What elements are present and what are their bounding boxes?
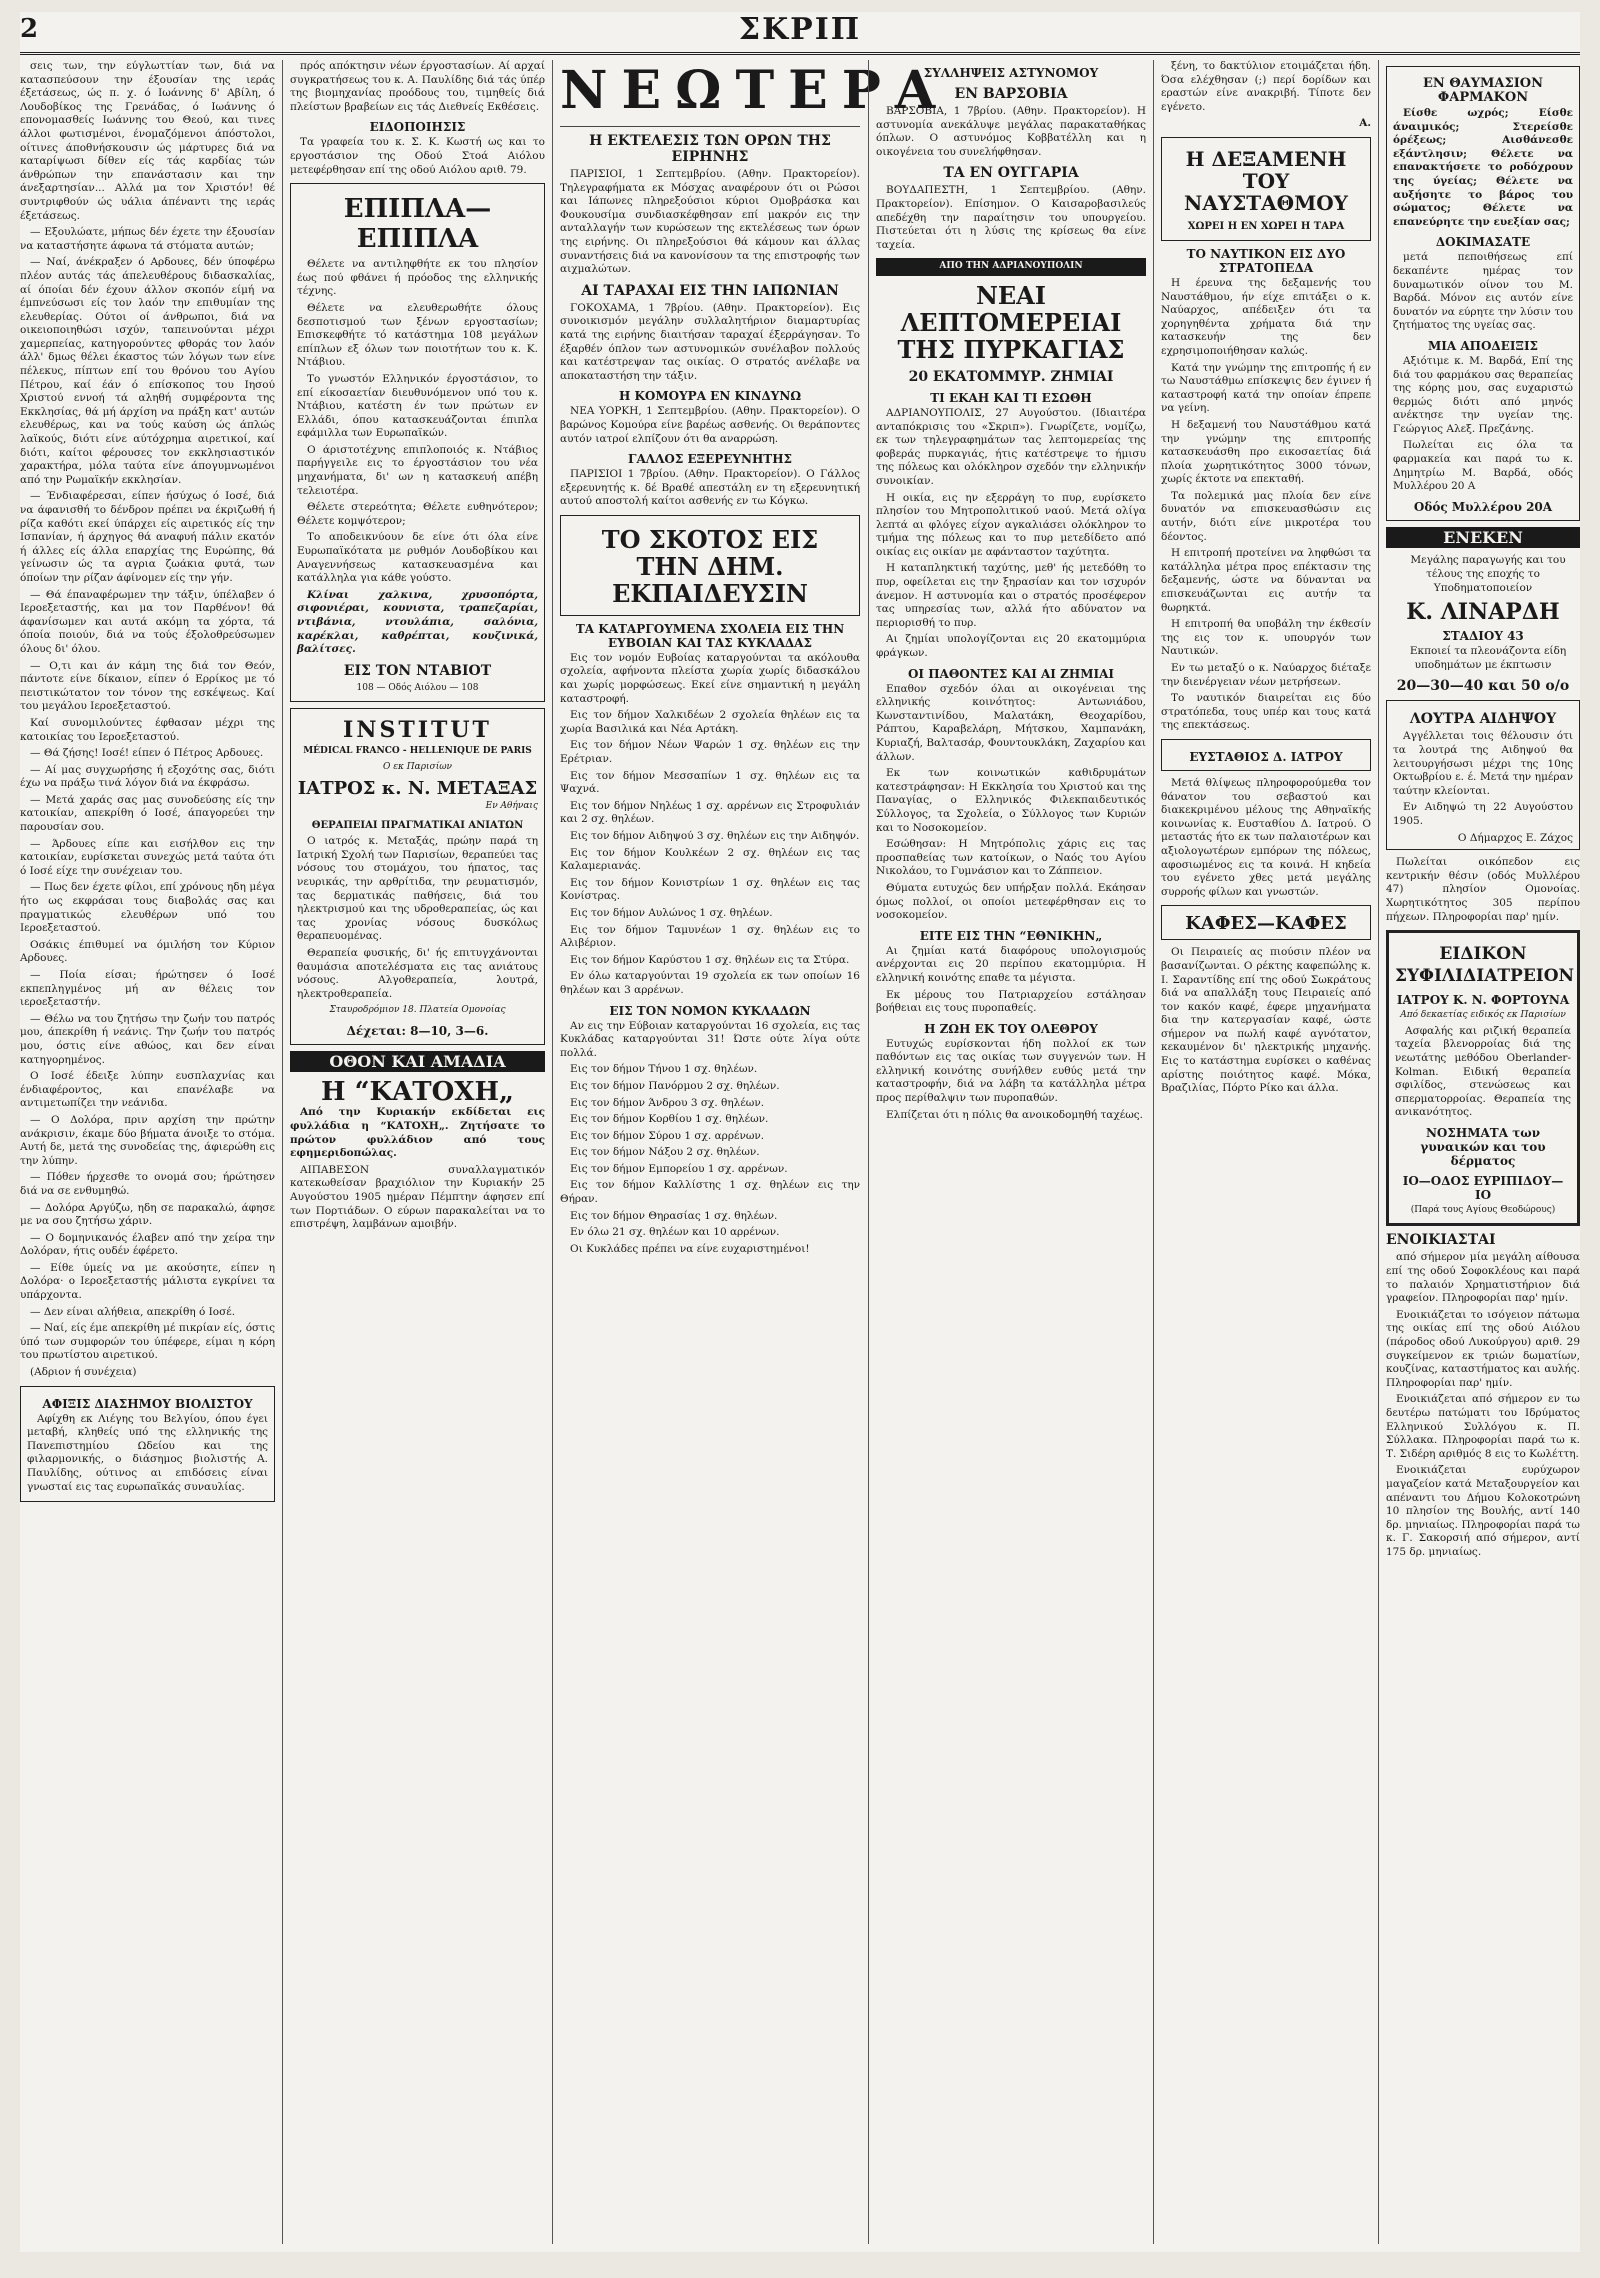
notice-text: Τα γραφεία του κ. Σ. Κ. Κωστή ως και το εργοστάσιον της Οδού Στοά Αιόλου μετεφέρθησαν επί της οδού Αιόλου αριθ. 79. — [290, 136, 545, 176]
obituary-text: Μετά θλίψεως πληροφορούμεθα τον θάνατον του σεβαστού και διακεκριμένου μέλους της Αθηναϊκής κοινωνίας κ. Ευσταθίου Δ. Ιατρού. Ο μεταστάς ήτο εκ των παλαιοτέρων και αξιολογωτέρων εμπόρων της πόλεως, αφοσιωμένος εις τα κοινά. Η κηδεία του εγένετο χθες μετά μεγάλης συρροής φίλων και γνωστών. — [1161, 776, 1371, 898]
masthead — [20, 12, 1580, 55]
navy-paragraph: Τα πολεμικά μας πλοία δεν είνε δυνατόν να επισκευασθώσιν εις αυτήν, διότι είνε μικροτέρα του δέοντος. — [1161, 489, 1371, 543]
institut-sub: MÉDICAL FRANCO - HELLENIQUE DE PARIS — [303, 746, 532, 757]
school-list-item: Εις τον δήμον Κουλκέων 2 σχ. θηλέων εις τας Καλαμεριανάς. — [560, 846, 860, 873]
story-paragraph: — Άρδουες είπε και εισήλθον εις την κατοικίαν, ευρίσκεται συνεχώς μετά ταύτα ότι ό Ιοσέ είχε την συνέχειαν του. — [20, 837, 275, 877]
classifieds — [1386, 1309, 1580, 1560]
furniture-shop: 108 — Οδός Αιόλου — 108 — [356, 682, 479, 693]
linardi-text: Εκποιεί τα πλεονάζοντα είδη υποδημάτων με έκπτωσιν — [1409, 645, 1567, 671]
separator — [560, 126, 860, 127]
story-paragraph: — Αί μας συγχωρήσης ή εξοχότης σας, διότι έχω να πράξω τινά λόγον διά να έκφράσω. — [20, 763, 275, 790]
rent-text: από σήμερον μία μεγάλη αίθουσα επί της οδού Σοφοκλέους και παρά το παλαιόν Χρηματιστήριον διά γραφείον. Πληροφορίαι παρ' ημίν. — [1386, 1251, 1580, 1305]
linardi-name: Κ. ΛΙΝΑΡΔΗ — [1406, 599, 1560, 626]
fire-paras — [876, 407, 1146, 661]
katoxi-text: Από την Κυριακήν εκδίδεται εις φυλλάδια η “ΚΑΤΟΧΗ„. Ζητήσατε το πρώτον φυλλάδιον από τους εφημεριδοπώλας. — [290, 1106, 545, 1160]
doctor-city: Εν Αθήναις — [485, 800, 538, 811]
story-paragraph: — Ναί, άνέκραξεν ό Αρδουες, δέν ύποφέρω πλέον αυτάς τάς άπελευθέρους διδασκαλίας, αί όποίαι δέν έχουν άλλον σκοπόν είμή να έμπνεύσωσι είς τον λαόν την επιθυμίαν της ελευθερίας. Ούτοι οί άνθρωποι, διά να οικειοποιηθώσι ισχύν, ταπεινούνται μέχρι χαμερπείας, κατηγορούντες φθοράς τον λαόν άλλ' δμως θέλει έκαστος τών λόγων των είνε πέλεκυς, πίπτων επί του θρόνου του Αγίου Πέτρου, καί έάν ό επίσκοπος του Ιησού Χριστού εννοή τά αληθή συμφέροντα της Εκκλησίας, θά μή άρχίση να πράξη κατ' αυτών ελευθέρως, και να τούς καύση ώς άπλώς λαϊκούς, διότι είνε αύτόχρημα αιρετικοί, καί διότι, καίτοι φέρουσες τον εκκλησιαστικόν χαρακτήρα, μόλα ταύτα είνε άπογυμνωμένοι από την Ρωμαϊκήν εκκλησίαν. — [20, 256, 275, 486]
story-paragraph: Οσάκις έπιθυμεί να όμιλήση τον Κύριον Αρδουες. — [20, 938, 275, 965]
column-6 — [1386, 60, 1580, 2244]
column-2 — [290, 60, 545, 2244]
life-paragraph: Ελπίζεται ότι η πόλις θα ανοικοδομηθή ταχέως. — [886, 1108, 1143, 1121]
furniture-paragraph: Το γνωστόν Ελληνικόν έργοστάσιον, το επί είκοσαετίαν διευθυνόμενον υπό του κ. Ντάβιου, κατέστη έν των πρώτων εν Ελλάδι, όπου κατασκευάζονται έπιπλα εφάμιλλα των Ευρωπαϊκών. — [297, 372, 538, 440]
furniture-paragraph: Το αποδεικνύουν δε είνε ότι όλα είνε Ευρωπαϊκότατα με ρυθμόν Λουδοβίκου και Αναγεννήσεως κατασκευασμένα και κατάλληλα για κάθε γούστο. — [297, 531, 538, 585]
schools-sub: ΤΑ ΚΑΤΑΡΓΟΥΜΕΝΑ ΣΧΟΛΕΙΑ ΕΙΣ ΤΗΝ ΕΥΒΟΙΑΝ ΚΑΙ ΤΑΣ ΚΥΚΛΑΔΑΣ — [575, 621, 845, 650]
navy-sub: ΧΩΡΕΙ Η ΕΝ ΧΩΡΕΙ Η ΤΑΡΑ — [1187, 220, 1345, 232]
school-list-item: Εις τον δήμον Εμπορείου 1 σχ. αρρένων. — [570, 1162, 788, 1175]
navy-paragraph: Η δεξαμενή του Ναυστάθμου κατά την γνώμην της επιτροπής κατασκευάσθη προ εικοσαετίας διά πλοία χωρητικότητος 3000 τόνων, χωρίς έκτοτε να επεκταθή. — [1161, 418, 1371, 486]
katoxi-title: Η “ΚΑΤΟΧΗ„ — [320, 1077, 515, 1108]
warsaw-text: ΒΑΡΣΟΒΙΑ, 1 7βρίου. (Αθην. Πρακτορείον). Η αστυνομία ανεκάλυψε μεγάλας παρακαταθήκας όπλων. Ο αστυνόμος Κοββατέλλη και η οικογένεια του συνελήφθησαν. — [876, 105, 1146, 158]
hours: Δέχεται: 8—10, 3—6. — [346, 1023, 489, 1038]
school-list-item: Εις τον δήμον Νέων Ψαρών 1 σχ. θηλέων εις την Ερέτριαν. — [560, 739, 860, 766]
story-paragraph: — Ο,τι και άν κάμη της διά τον Θεόν, πάντοτε είνε δίκαιον, είπεν ό Ερρίκος με τό πειστικώτατον τον τόνον της εσκέψεως. Καί του μεγάλου Ιεροεξεταστού. — [20, 659, 275, 713]
pharm-text: Είσθε ωχρός; Είσθε άναιμικός; Στερείσθε όρέξεως; Αισθάνεσθε εξάντλησιν; Θέλετε να επανακτήσετε το ροδόχρουν της ύγείας; Θέλετε να αυξήσητε το βάρος του σώματος; Θέλετε να επανεύρητε την ευεξίαν σας; — [1393, 107, 1573, 228]
japan-title: ΑΙ ΤΑΡΑΧΑΙ ΕΙΣ ΤΗΝ ΙΑΠΩΝΙΑΝ — [581, 282, 839, 299]
obituary-name: ΕΥΣΤΑΘΙΟΣ Δ. ΙΑΤΡΟΥ — [1189, 749, 1343, 764]
navy-header — [1161, 137, 1371, 241]
story-paragraph: — Ένδιαφέρεσαι, είπεν ήσύχως ό Ιοσέ, διά να άφανισθή το δένδρον πρέπει να έκριζωθή ή ρίζα καθότι εκεί ύπάρχει είς αιρετικός είς την Ισπανίαν, ή άρχηγος θά αναφυή πάλιν εκατόν ή άλλες είς άλλα επαρχίας της Ευρώπης, θά γείνωσιν ώς τα αγρια ζωάκια φυτά, των όποίων την ρίζαν άφίνομεν είς την γήν. — [20, 490, 275, 584]
clinic-title: ΕΙΔΙΚΟΝ ΣΥΦΙΛΙΔΙΑΤΡΕΙΟΝ — [1395, 944, 1575, 987]
furniture-title: ΕΠΙΠΛΑ—ΕΠΙΠΛΑ — [343, 194, 492, 255]
furniture-paragraph: Θέλετε στερεότητα; Θέλετε ευθηνότερον; Θέλετε κομψότερον; — [297, 501, 538, 527]
linardi-pre: Μεγάλης παραγωγής και του τέλους της εποχής το Υποδηματοποιείον — [1410, 554, 1566, 594]
navy-title: Η ΔΕΞΑΜΕΝΗ ΤΟΥ ΝΑΥΣΤΑΘΜΟΥ — [1184, 146, 1348, 215]
story-paragraph: — Πως δεν έχετε φίλοι, επί χρόνους ηδη μέγα ήτο ως εκφράσαι τους διαβολάς σας και πραγματικώς ελευθέρων υπό του Ιεροεξεταστού. — [20, 881, 275, 935]
victims-paragraph: Εκ των κοινωτικών καθιδρυμάτων κατεστράφησαν: Η Εκκλησία του Χριστού και της Παναγίας, ο Ελληνικός Φιλεκπαιδευτικός Σύλλογος, τα Σχολεία, ο Σύλλογος των Κυριών και το Νοσοκομείον. — [876, 767, 1146, 834]
school-list-item: Εις τον δήμον Μεσσαπίων 1 σχ. θηλέων εις τα Ψαχνά. — [560, 769, 860, 796]
navy-sub2: ΤΟ ΝΑΥΤΙΚΟΝ ΕΙΣ ΔΥΟ ΣΤΡΑΤΟΠΕΔΑ — [1186, 246, 1346, 275]
col2-intro: πρός απόκτησιν νέων έργοστασίων. Αί αρχαί συγκρατήσεως του κ. Α. Παυλίδης διά τάς ύπέρ της βιομηχανίας προόδους του, τιμηθείς διά πλείστων βραβείων εις τάς Διεθνείς Εκθέσεις. — [290, 60, 545, 113]
classified-ad: Ενοικιάζεται ευρύχωρον μαγαζείον κατά Μεταξουργείον και απέναντι του Δήμου Κολοκοτρώνη 10 πλησίον της Βουλής, αντί 140 δρ. μηνιαίως. Πληροφορίαι παρά τω κ. Γ. Σακορσιή από σήμερον, αντί 175 δρ. μηνιαίως. — [1386, 1464, 1580, 1558]
doctor-name: ΙΑΤΡΟΣ κ. Ν. ΜΕΤΑΞΑΣ — [297, 777, 538, 799]
furniture-paragraph: Θέλετε να αντιληφθήτε εκ του πλησίον έως πού φθάνει ή πρόοδος της ελληνικής τέχνης. — [297, 258, 538, 298]
violinist-ad-title: ΑΦΙΞΙΣ ΔΙΑΣΗΜΟΥ ΒΙΟΛΙΣΤΟΥ — [42, 1396, 253, 1411]
clinic-text: Ασφαλής και ριζική θεραπεία ταχεία βλενορροίας διά της νεωτάτης μεθόδου Oberlander-Kolman. Ειδική θεραπεία σφιλίδος, στενώσεως και σπερματορροίας. Θεραπεία της ανικανότητος. — [1395, 1024, 1571, 1119]
school-list-item: Εις τον δήμον Ταμυνέων 1 σχ. θηλέων εις το Αλιβέριον. — [560, 923, 860, 950]
column-rule — [868, 60, 869, 2244]
school-list-item: Εις τον δήμον Καρύστου 1 σχ. θηλέων εις τα Στύρα. — [570, 953, 850, 966]
victims-paragraph: Επαθον σχεδόν όλαι αι οικογένειαι της ελληνικής κοινότητος: Αντωνιάδου, Κωνσταντινίδου, Μαλατάκη, Θεοχαρίδου, Ράπτου, Καραβελάρη, Μήτσκου, Χαμπανάκη, Κυριαζή, Βαλτασάρ, Φουντουκλάκη, Ζαχαρίου και άλλων. — [876, 682, 1146, 763]
peace-title: Η ΕΚΤΕΛΕΣΙΣ ΤΩΝ ΟΡΩΝ ΤΗΣ ΕΙΡΗΝΗΣ — [589, 133, 831, 165]
hours-addr: Σταυροδρόμιον 18. Πλατεία Ομονοίας — [329, 1005, 506, 1016]
story-paragraph: Καί συνομιλούντες έφθασαν μέχρι της κατοικίας του Ιεροεξεταστού. — [20, 716, 275, 743]
furniture-name: ΕΙΣ ΤΟΝ ΝΤΑΒΙΟΤ — [343, 662, 492, 679]
school-list-item: Εις τον νομόν Ευβοίας καταργούνται τα ακόλουθα σχολεία, αφήνοντα πλείστα χωρία χωρίς διδασκάλου και χωρίς μορφώσεως. Εκεί είνε σημαντική η μεγάλη καταστροφή. — [560, 651, 860, 705]
institut-ad — [290, 708, 545, 1045]
clinic-addr: ΙΟ—ΟΔΟΣ ΕΥΡΙΠΙΔΟΥ—ΙΟ — [1402, 1173, 1564, 1202]
baths-signature: Ο Δήμαρχος Ε. Ζάχος — [1457, 831, 1573, 844]
coffee-text: Οι Πειραιείς ας πιούσιν πλέον να βασανίζωνται. Ο ρέκτης καφεπώλης κ. Ι. Σαραντίδης επί της οδού Σωκράτους διά να απαλλάξη τους Πειραιείς από τον κακόν καφέ, έφερε μηχανήματα δια την κατεργασίαν καφέ, ώστε σήμερον να πωλή καφέ αγνότατον, κεκαυμένον δι' ηλεκτρικής μηχανής. Εις το κατάστημα ευρίσκει ο καθένας αρίστης ποιότητος καφέ. Μόκα, Βραζιλίας, Πόρτο Ρίκο και άλλα. — [1161, 946, 1371, 1095]
pharm-text2: μετά πεποιθήσεως επί δεκαπέντε ημέρας τον δυναμωτικόν οίνον του Μ. Βαρδά. Μόνον εις αυτόν είνε δυνατόν να εύρητε την λύσιν του ζητήματος της υγείας σας. — [1393, 251, 1573, 332]
navy-paragraph: Κατά την γνώμην της επιτροπής ή εν τω Ναυστάθμω επίσκεψις δεν έγινεν ή καταστροφή κατά την οποίαν έπρεπε να γείνη. — [1161, 361, 1371, 415]
fire-paragraph: ΑΔΡΙΑΝΟΥΠΟΛΙΣ, 27 Αυγούστου. (Ιδιαιτέρα ανταπόκρισις του «Σκριπ»). Γνωρίζετε, νομίζω, εκ των τηλεγραφημάτων τας λεπτομερείας της φοβεράς πυρκαγιάς, ήτις κατέστρεψε το ήμισυ της πόλεως και ολόκληρον σχεδόν την ελληνικήν συνοικίαν. — [876, 406, 1146, 487]
linen-title: ΟΘΟΝ ΚΑΙ ΑΜΑΔΙΑ — [290, 1051, 545, 1073]
school-list-item: Εις τον δήμον Κονιστρίων 1 σχ. θηλέων εις τας Κονίστρας. — [560, 876, 860, 903]
cyclades-paras — [560, 1020, 860, 1257]
violinist-ad — [20, 1386, 275, 1503]
ethniki-sub: ΕΙΤΕ ΕΙΣ ΤΗΝ “ΕΘΝΙΚΗΝ„ — [919, 928, 1103, 943]
story-paragraph: Ο Ιοσέ έδειξε λύπην ευσπλαχνίας και ένδιαφέροντος, και επανέλαβε να αντιμετωπίζει την νεάνιδα. — [20, 1070, 275, 1110]
column-5 — [1161, 60, 1371, 2244]
clinic-disease: ΝΟΣΗΜΑΤΑ των γυναικών και του δέρματος — [1420, 1125, 1546, 1168]
navy-paras — [1161, 277, 1371, 733]
baths-date: Εν Αιδηψώ τη 22 Αυγούστου 1905. — [1393, 801, 1573, 827]
baths-text: Αγγέλλεται τοις θέλουσιν ότι τα λουτρά της Αιδηψού θα λειτουργήσωσι μέχρι της 10ης Οκτωβρίου ε. έ. Μετά την ημέραν ταύτην κλείονται. — [1393, 730, 1573, 797]
explorer-title: ΓΑΛΛΟΣ ΕΞΕΡΕΥΝΗΤΗΣ — [627, 452, 793, 467]
navy-paragraph: Η έρευνα της δεξαμενής του Ναυστάθμου, ήν είχε επιτάξει ο κ. Ναύαρχος, απέδειξεν ότι τα χορηγηθέντα χρήματα διά την κατασκευήν της δεν εχρησιμοποιήθησαν καλώς. — [1161, 276, 1371, 357]
obituary — [1161, 739, 1371, 771]
fire-title: ΝΕΑΙ ΛΕΠΤΟΜΕΡΕΙΑΙ ΤΗΣ ΠΥΡΚΑΓΙΑΣ — [897, 280, 1125, 364]
katoxi-text2: ΑΙΠΑΒΕΣΟΝ συναλλαγματικόν κατεκωθείσαν βραχιόλιον την Κυριακήν 25 Αυγούστου 1905 ημέραν Πέμπτην άφησεν επί των Πορτιάδων. Ο εύρων παρακαλείται να το επιστρέψη, λαμβάνων αμοιβήν. — [290, 1163, 545, 1231]
komura-title: Η ΚΟΜΟΥΡΑ ΕΝ ΚΙΝΔΥΝΩ — [618, 389, 802, 404]
classified-ad: Ενοικιάζεται το ισόγειον πάτωμα της οικίας επί της οδού Αιόλου (πάροδος οδού Λυκούργου) αριθ. 29 συγκείμενον εκ τριών δωματίων, κουζίνας, καταστήματος και αυλής. Πληροφορίαι παρ' ημίν. — [1386, 1308, 1580, 1389]
school-list-item: Εις τον δήμον Θηρασίας 1 σχ. θηλέων. — [570, 1209, 778, 1222]
school-list-item: Εις τον δήμον Τήνου 1 σχ. θηλέων. — [570, 1063, 758, 1076]
warsaw-title: ΣΥΛΛΗΨΕΙΣ ΑΣΤΥΝΟΜΟΥ — [923, 66, 1099, 80]
violinist-ad-text: Αφίχθη εκ Λιέγης του Βελγίου, όπου έγει μεταβή, κληθείς υπό της ελληνικής της Πανεπιστημίου Ωδείου και της φιλαρμονικής, ο διάσημος βιολιστής Α. Παυλίδης, ούτινος αι επιδόσεις είναι γνωσταί εις τας ευρωπαϊκάς συναυλίας. — [27, 1412, 268, 1493]
furniture-paragraph: Θέλετε να ελευθερωθήτε όλους δεσποτισμού των ξένων εργοστασίων; Επισκεφθήτε τό κατάστημα 108 μεγάλων επίπλων εξ όλων των ποιοτήτων του κ. Κ. Ντάβιου. — [297, 301, 538, 369]
school-list-item: Εις τον δήμον Άνδρου 3 σχ. θηλέων. — [570, 1096, 765, 1109]
institut-title: INSTITUT — [343, 717, 492, 744]
therapy-title: ΘΕΡΑΠΕΙΑΙ ΠΡΑΓΜΑΤΙΚΑΙ ΑΝΙΑΤΩΝ — [311, 820, 524, 832]
victims-paras — [876, 683, 1146, 923]
story-paragraph: — Θέλω να του ζητήσω την ζωήν του πατρός μου, άπεκρίθη ή νεάνις. Την ζωήν του πατρός μου, όστις είνε αθώος, και δεν είναι κατηγορημένος. — [20, 1012, 275, 1066]
cyclades-sub: ΕΙΣ ΤΟΝ ΝΟΜΟΝ ΚΥΚΛΑΔΩΝ — [609, 1003, 811, 1018]
story-paragraph: — Ποία είσαι; ήρώτησεν ό Ιοσέ εκπεπληγμένος μή αν θέλεις τον ιεροεξεταστήν. — [20, 969, 275, 1009]
pharm-shop: Πωλείται εις όλα τα φαρμακεία και παρά τω κ. Δημητρίω Μ. Βαρδά, οδός Μυλλέρου 20 Α — [1393, 439, 1573, 493]
komura-text: ΝΕΑ ΥΟΡΚΗ, 1 Σεπτεμβρίου. (Αθην. Πρακτορείον). Ο βαρώνος Κομούρα είνε βαρέως ασθενής. Οι θεράποντες αυτόν ιατροί ελπίζουν ότι θα αναρρώση. — [560, 405, 860, 445]
story-paragraph: — Δολόρα Αργύζω, ηδη σε παρακαλώ, άφησε με να σου ζητήσω χάριν. — [20, 1201, 275, 1228]
cont-signature: Α. — [1359, 117, 1371, 130]
adrianople-kicker: ΑΠΟ ΤΗΝ ΑΔΡΙΑΝΟΥΠΟΛΙΝ — [876, 258, 1146, 276]
baths-title: ΛΟΥΤΡΑ ΑΙΔΗΨΟΥ — [1409, 711, 1557, 728]
japan-text: ΓΟΚΟΧΑΜΑ, 1 7βρίου. (Αθην. Πρακτορείον). Εις συνοικισμόν μεγάλην συλλαλητήριον διαμαρτυρίας κατά της ειρήνης διαιτήσαν ταραχαί έξερράγησαν. Το έξαρθέν όπλον των αστυνομικών συνέλαβον πολλούς και κατέστρεψαν τας οικίας. Ο στρατός ανέλαβε να αποκαταστήση την τάξιν. — [560, 301, 860, 382]
story-paragraph: — Θά έπαναφέρωμεν την τάξιν, ύπέλαβεν ό Ιεροεξεταστής, και μα τον Παρθένον! θά άφανίσωμεν και αυτά ακόμη τα χόρτα, τά όποία ποιούν, διά να τούς έξολοθρεύσωμεν όλους δι' όλου. — [20, 588, 275, 655]
furniture-paragraph: Ο άριστοτέχνης επιπλοποιός κ. Ντάβιος παρήγγειλε εις το έργοστάσιον του νέα μηχανήματα, δι' ων η κατασκευή απέβη τελειοτέρα. — [297, 443, 538, 497]
victims-paragraph: Εσώθησαν: Η Μητρόπολις χάρις εις τας προσπαθείας των κατοίκων, ο Ναός του Αγίου Νικολάου, το Γυμνάσιον και το Ζάππειον. — [876, 838, 1146, 878]
life-sub: Η ΖΩΗ ΕΚ ΤΟΥ ΟΛΕΘΡΟΥ — [924, 1021, 1098, 1036]
story-paragraph: — Μετά χαράς σας μας συνοδεύσης είς την κατοικίαν, απεκρίθη ό Ιοσέ, άπαγορεύει την παρουσίαν σου. — [20, 793, 275, 834]
school-list-item: Εν όλω καταργούνται 19 σχολεία εκ των οποίων 16 θηλέων και 3 αρρένων. — [560, 970, 860, 996]
schools-paras — [560, 652, 860, 998]
serial-story — [20, 60, 275, 1380]
notice-title: ΕΙΔΟΠΟΙΗΣΙΣ — [369, 120, 466, 135]
hungary-text: ΒΟΥΔΑΠΕΣΤΗ, 1 Σεπτεμβρίου. (Αθην. Πρακτορείον). Επίσημον. Ο Καισαροβασιλεύς απεδέχθη την παραίτησιν του υπουργείου. Πιστεύεται ότι η λύσις της κρίσεως θα είνε ταχεία. — [876, 184, 1146, 251]
ethniki-paragraph: Εκ μέρους του Πατριαρχείου εστάλησαν βοήθειαι εις τους πυροπαθείς. — [876, 988, 1146, 1015]
newspaper-page — [20, 12, 1580, 2252]
warsaw-place: ΕΝ ΒΑΡΣΟΒΙΑ — [954, 86, 1068, 102]
rent-title: ΕΝΟΙΚΙΑΣΤΑΙ — [1386, 1232, 1496, 1249]
schools-title: ΤΟ ΣΚΟΤΟΣ ΕΙΣ ΤΗΝ ΔΗΜ. ΕΚΠΑΙΔΕΥΣΙΝ — [601, 524, 819, 608]
school-list-item: Εις τον δήμον Νάξου 2 σχ. θηλέων. — [570, 1146, 760, 1159]
school-list-item: Εις τον δήμον Πανόρμου 2 σχ. θηλέων. — [570, 1079, 780, 1092]
clinic-sub: Από δεκαετίας ειδικός εκ Παρισίων — [1400, 1010, 1566, 1021]
clinic-addr2: (Παρά τους Αγίους Θεοδώρους) — [1410, 1204, 1556, 1215]
furniture-ad — [290, 183, 545, 702]
therapy-text2: Θεραπεία φυσικής, δι' ής επιτυγχάνονται θαυμάσια αποτελέσματα εις τας ανιάτους νόσους. Αλγοθεραπεία, λουτρά, ηλεκτροθεραπεία. — [297, 946, 538, 1000]
linardi-discount: 20—30—40 και 50 ο/ο — [1396, 678, 1570, 695]
furniture-paras — [297, 258, 538, 586]
victims-title: ΟΙ ΠΑΘΟΝΤΕΣ ΚΑΙ ΑΙ ΖΗΜΙΑΙ — [907, 666, 1115, 681]
fire-sub2: ΤΙ ΕΚΑΗ ΚΑΙ ΤΙ ΕΣΩΘΗ — [930, 390, 1092, 405]
school-list-item: Εν όλω 21 σχ. θηλέων και 10 αρρένων. — [570, 1226, 780, 1239]
story-paragraph: (Αδριον ή συνέχεια) — [30, 1366, 137, 1379]
column-rule — [1378, 60, 1379, 2244]
column-rule — [552, 60, 553, 2244]
linardi-street: ΣΤΑΔΙΟΥ 43 — [1442, 629, 1524, 644]
story-paragraph: — Εξουλώατε, μήπως δέν έχετε την έξουσίαν να καταστήσητε άφωνα τά στόματα αυτών; — [20, 226, 275, 252]
classified-ad: Ενοικιάζεται από σήμερον εν τω δευτέρω πατώματι του Ιδρύματος Ελληνικού Συλλόγου κ. Π. Σύλλακα. Πληροφορίαι παρά τω κ. Τ. Σιδέρη αριθμός 8 εις το Κωλέττη. — [1386, 1393, 1580, 1460]
story-paragraph: — Θά ζήσης! Ιοσέ! είπεν ό Πέτρος Αρδουες. — [30, 747, 264, 760]
school-list-item: Εις τον δήμον Σύρου 1 σχ. αρρένων. — [570, 1129, 765, 1142]
story-paragraph: — Πόθεν ήρχεσθε το ονομά σου; ήρώτησεν διά να σε ενθυμηθώ. — [20, 1171, 275, 1197]
life-paras — [876, 1038, 1146, 1123]
pharm-proof: ΜΙΑ ΑΠΟΔΕΙΞΙΣ — [1427, 338, 1539, 353]
ethniki-paras — [876, 945, 1146, 1016]
navy-paragraph: Η επιτροπή προτείνει να ληφθώσι τα κατάλληλα μέτρα προς επέκτασιν της δεξαμενής, ώστε να δύνανται να επισκευάζωνται εις αυτήν τα θωρηκτά. — [1161, 547, 1371, 614]
school-list-item: Εις τον δήμον Αυλώνος 1 σχ. θηλέων. — [570, 906, 773, 919]
life-paragraph: Ευτυχώς ευρίσκονται ήδη πολλοί εκ των παθόντων εις τας οικίας των συγγενών των. Η ελληνική κοινότης συνήλθεν ευθύς μετά την καταστροφήν, διά να λάβη τα κατάλληλα μέτρα προς περίθαλψιν των πυροπαθών. — [876, 1037, 1146, 1105]
column-rule — [1153, 60, 1154, 2244]
story-paragraph: σεις των, την εύγλωττίαν των, διά να κατασπεύσουν την έξουσίαν της ιεράς έξετάσεως, ώς π. χ. ό Ιωάννης δ' Αβίλη, ό Λουδοβίκος της Γρενάδας, ό Ιωάννης ό επονομασθείς Ιωάννης του Θεού, και τινες άλλοι φωτισμένοι, ένομαζόμενοι άπόστολοι, οίτινες άποθνήσκουσιν ώς μάρτυρες διά να καταρίψωσι δίθεν είς τάς καρδίας τών άνθρώπων την επανάστασιν και την άνεξαρτησίαν... Αλλά μα τον Χριστόν! θέ συντριφθούν ώς υάλια άπέναντι της ιεράς έξετάσεως. — [20, 60, 275, 222]
page-number: 2 — [20, 14, 39, 44]
pharm-title: ΕΝ ΘΑΥΜΑΣΙΟΝ ΦΑΡΜΑΚΟΝ — [1423, 76, 1543, 105]
story-paragraph: — Ο δομηνικανός έλαβεν από την χείρα την Δολόραν, ήτις ουδέν έφέρετο. — [20, 1231, 275, 1258]
news-banner: ΝΕΩΤΕΡΑ — [560, 60, 950, 121]
school-list-item: Εις τον δήμον Αιδηψού 3 σχ. θηλέων εις την Αιδηψόν. — [570, 830, 860, 842]
clinic-ad — [1386, 930, 1580, 1226]
navy-paragraph: Εν τω μεταξύ ο κ. Ναύαρχος διέταξε την διενέργειαν νέων μετρήσεων. — [1161, 662, 1371, 688]
cont-text: ξένη, το δακτύλιον ετοιμάζεται ήδη. Όσα ελέχθησαν (;) περί δορίδων και εραστών είνε ανακριβή. Τίποτε δεν εγένετο. — [1161, 60, 1371, 113]
coffee-header — [1161, 905, 1371, 940]
peace-text: ΠΑΡΙΣΙΟΙ, 1 Σεπτεμβρίου. (Αθην. Πρακτορείον). Τηλεγραφήματα εκ Μόσχας αναφέρουν ότι οι Ρώσοι και Ιάπωνες πληρεξούσιοι κύριοι Ομοβράσκα και Φουκουσίμα συνδιασκέφθησαν επί μακρόν εις την ανταλλαγήν των κυρώσεων της εκτελέσεως των όρων της ειρήνης. Οι πληρεξούσιοι θά κάμουν και άλλας συναντήσεις διά να κανονίσουν τα της επιστροφής των αιχμαλώτων. — [560, 168, 860, 276]
fire-paragraph: Η καταπληκτική ταχύτης, μεθ' ής μετεδόθη το πυρ, οφείλεται εις την ξηρασίαν και τον ισχυρόν άνεμον. Η αστυνομία και ο στρατός προσέφερον τας υπηρεσίας των, αλλά ήτο αδύνατον να περιορισθή το πυρ. — [876, 562, 1146, 629]
story-paragraph: — Ναί, είς έμε απεκρίθη μέ πικρίαν είς, όστις ύπό των συμφορών του ύπέφερε, είμαι η κόρη του πρωτίστου αιρετικού. — [20, 1322, 275, 1362]
fire-sub: 20 ΕΚΑΤΟΜΜΥΡ. ΖΗΜΙΑΙ — [908, 368, 1114, 385]
school-list-item: Εις τον δήμον Νηλέως 1 σχ. αρρένων εις Στροφυλιάν και 2 σχ. θηλέων. — [560, 799, 860, 826]
pharm-addr: Οδός Μυλλέρου 20Α — [1413, 499, 1553, 514]
sale-text: Πωλείται οικόπεδον εις κεντρικήν θέσιν (οδός Μυλλέρου 47) πλησίον Ομονοίας. Χωρητικότητος 305 περίπου πήχεων. Πληροφορίαι παρ' ημίν. — [1386, 856, 1580, 923]
pharm-proof-text: Αξιότιμε κ. Μ. Βαρδά, Επί της διά του φαρμάκου σας θεραπείας της κόρης μου, σας ευχαριστώ θερμώς διότι από μηνός ανέκτησε την υγείαν της. Γεώργιος Αλεξ. Πρεζάνης. — [1393, 354, 1573, 435]
fire-paragraph: Η οικία, εις ην εξερράγη το πυρ, ευρίσκετο πλησίον του Μητροπολιτικού ναού. Μετά ολίγα λεπτά αι φλόγες είχον αγκαλιάσει ολόκληρον το τμήμα της πόλεως και το πυρ μετεδίδετο από οικίας εις οικίαν με αφάνταστον ταχύτητα. — [876, 491, 1146, 558]
explorer-text: ΠΑΡΙΣΙΟΙ 1 7βρίου. (Αθην. Πρακτορείον). Ο Γάλλος εξερευνητής κ. δέ Βραθέ απεστάλη εν τη εξερευνητική αυτού αποστολή καίτοι ασθενής εν τω Κόγκω. — [560, 468, 860, 508]
furniture-list: Κλίναι χαλκινα, χρυσοπόρτα, σιφονιέραι, κουνιστα, τραπεζαρίαι, ντιβάνια, ντουλάπια, σαλόνια, καρέκλαι, καθρέπται, κουζινικά, βαλίτσες. — [297, 588, 538, 656]
ethniki-paragraph: Αι ζημίαι κατά διαφόρους υπολογισμούς ανέρχονται εις 20 περίπου εκατομμύρια. Η ελληνική κοινότης επαθε τα μέγιστα. — [876, 944, 1146, 984]
column-1 — [20, 60, 275, 2244]
fire-paragraph: Αι ζημίαι υπολογίζονται εις 20 εκατομμύρια φράγκων. — [876, 633, 1146, 660]
school-list-item: Εις τον δήμον Κορθίου 1 σχ. θηλέων. — [570, 1113, 769, 1126]
story-paragraph: — Δεν είναι αλήθεια, απεκρίθη ό Ιοσέ. — [30, 1305, 236, 1318]
clinic-doctor: ΙΑΤΡΟΥ Κ. Ν. ΦΟΡΤΟΥΝΑ — [1396, 993, 1570, 1008]
victims-paragraph: Θύματα ευτυχώς δεν υπήρξαν πολλά. Εκάησαν όμως πολλοί, οι οποίοι μετεφέρθησαν εις το νοσοκομείον. — [876, 881, 1146, 922]
enekev-banner: ΕΝΕΚΕΝ — [1386, 527, 1580, 549]
school-list-item: Οι Κυκλάδες πρέπει να είνε ευχαριστημένοι! — [570, 1242, 810, 1255]
baths-ad — [1386, 700, 1580, 850]
column-4 — [876, 60, 1146, 2244]
pharm-try: ΔΟΚΙΜΑΣΑΤΕ — [1435, 235, 1531, 250]
coffee-title: ΚΑΦΕΣ—ΚΑΦΕΣ — [1185, 913, 1347, 935]
hungary-title: ΤΑ ΕΝ ΟΥΓΓΑΡΙΑ — [943, 165, 1079, 182]
school-list-item: Αν εις την Εύβοιαν καταργούνται 16 σχολεία, εις τας Κυκλάδας καταργούνται 31! Ώστε ούτε λίγα ούτε πολλά. — [560, 1019, 860, 1059]
story-paragraph: — Ο Δολόρα, πριν αρχίση την πρώτην ανάκρισιν, έκαμε δύο βήματα άνοιξε το στόμα. Αυτή δε, μετά της συνοδείας της, άφιερώθη εις την λύπην. — [20, 1113, 275, 1167]
navy-paragraph: Η επιτροπή θα υποβάλη την έκθεσίν της εις τον κ. υπουργόν των Ναυτικών. — [1161, 618, 1371, 658]
story-paragraph: — Είθε ύμείς να με ακούσητε, είπεν η Δολόρα· ο Ιεροεξεταστής μάλιστα εγκρίνει τα υπάρχοντα. — [20, 1261, 275, 1302]
therapy-text: Ο ιατρός κ. Μεταξάς, πρώην παρά τη Ιατρική Σχολή των Παρισίων, θεραπεύει τας νόσους του στομάχου, του ήπατος, τας νευρικάς, την αρθρίτιδα, την ρευματισμόν, τας δερματικάς παθήσεις, διά του ηλεκτρισμού και της υδροθεραπείας, ώς και τας χρονίας νόσους δυσκόλως θεραπευομένας. — [297, 835, 538, 943]
navy-paragraph: Το ναυτικόν διαιρείται εις δύο στρατόπεδα, τους υπέρ και τους κατά της επεκτάσεως. — [1161, 692, 1371, 732]
institut-from: Ο εκ Παρισίων — [382, 761, 453, 772]
schools-article — [560, 515, 860, 616]
school-list-item: Εις τον δήμον Χαλκιδέων 2 σχολεία θηλέων εις τα χωρία Βασιλικά και Νέα Αρτάκη. — [560, 709, 860, 735]
pharmacy-ad — [1386, 66, 1580, 521]
paper-name: ΣΚΡΙΠ — [738, 12, 862, 47]
column-3 — [560, 60, 950, 2244]
column-rule — [282, 60, 283, 2244]
school-list-item: Εις τον δήμον Καλλίστης 1 σχ. θηλέων εις την Θήραν. — [560, 1179, 860, 1206]
